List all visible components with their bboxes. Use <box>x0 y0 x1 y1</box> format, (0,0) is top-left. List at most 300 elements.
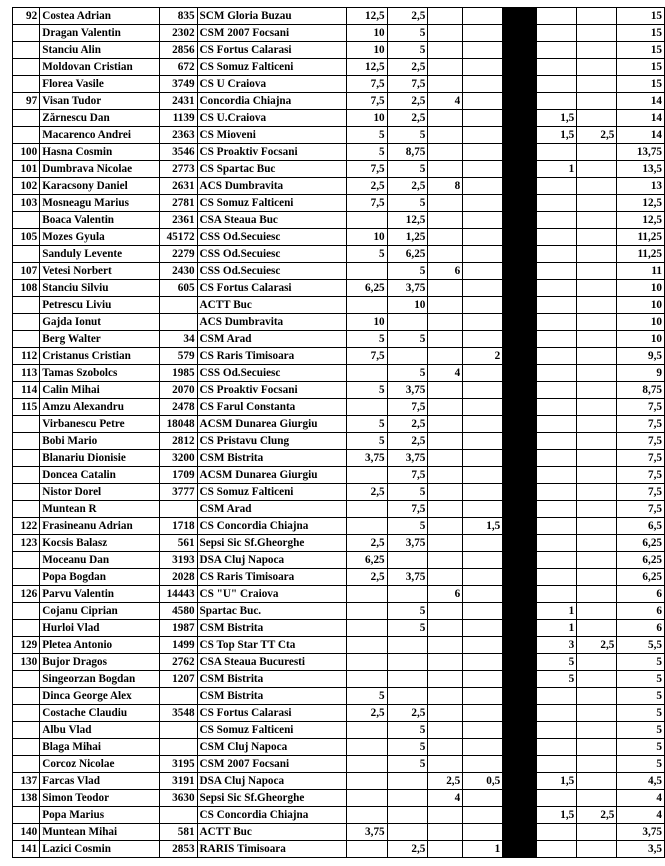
blank-dark-cell <box>503 807 537 824</box>
club-cell: CSS Od.Secuiesc <box>197 229 346 246</box>
points-col-1-cell <box>346 586 387 603</box>
points-col-3-cell <box>428 161 463 178</box>
points-col-6-cell <box>577 484 617 501</box>
points-col-1-cell: 2,5 <box>346 178 387 195</box>
club-cell: CS U Craiova <box>197 76 346 93</box>
points-col-4-cell <box>463 501 503 518</box>
points-col-4-cell <box>463 93 503 110</box>
player-id-cell: 2631 <box>160 178 197 195</box>
player-id-cell: 18048 <box>160 416 197 433</box>
points-col-6-cell <box>577 586 617 603</box>
player-name-cell: Doncea Catalin <box>40 467 160 484</box>
points-col-2-cell: 5 <box>387 603 428 620</box>
points-col-6-cell <box>577 348 617 365</box>
points-col-5-cell <box>537 59 577 76</box>
table-row <box>13 620 665 637</box>
points-col-6-cell <box>577 110 617 127</box>
player-name-cell: Mozes Gyula <box>40 229 160 246</box>
points-col-3-cell <box>428 212 463 229</box>
points-col-4-cell <box>463 127 503 144</box>
player-id-cell: 2762 <box>160 654 197 671</box>
club-cell: CSM 2007 Focsani <box>197 756 346 773</box>
points-col-2-cell: 8,75 <box>387 144 428 161</box>
total-points-cell: 11,25 <box>617 246 665 263</box>
points-col-1-cell: 5 <box>346 144 387 161</box>
points-col-2-cell: 3,75 <box>387 280 428 297</box>
points-col-3-cell <box>428 195 463 212</box>
total-points-cell: 12,5 <box>617 212 665 229</box>
club-cell: CSM Arad <box>197 501 346 518</box>
player-name-cell: Hasna Cosmin <box>40 144 160 161</box>
table-row <box>13 348 665 365</box>
points-col-6-cell: 2,5 <box>577 637 617 654</box>
points-col-6-cell <box>577 280 617 297</box>
points-col-4-cell <box>463 331 503 348</box>
blank-dark-cell <box>503 773 537 790</box>
player-id-cell: 581 <box>160 824 197 841</box>
player-name-cell: Simon Teodor <box>40 790 160 807</box>
rank-cell <box>13 450 40 467</box>
club-cell: CS Concordia Chiajna <box>197 518 346 535</box>
points-col-5-cell <box>537 790 577 807</box>
player-id-cell: 579 <box>160 348 197 365</box>
points-col-6-cell: 2,5 <box>577 127 617 144</box>
blank-dark-cell <box>503 127 537 144</box>
points-col-5-cell <box>537 178 577 195</box>
points-col-5-cell: 1 <box>537 620 577 637</box>
points-col-4-cell <box>463 365 503 382</box>
points-col-1-cell <box>346 773 387 790</box>
club-cell: CSM Bistrita <box>197 688 346 705</box>
rank-cell: 97 <box>13 93 40 110</box>
points-col-2-cell <box>387 586 428 603</box>
points-col-4-cell <box>463 739 503 756</box>
points-col-4-cell <box>463 161 503 178</box>
table-row <box>13 25 665 42</box>
points-col-4-cell <box>463 467 503 484</box>
club-cell: CSM Bistrita <box>197 671 346 688</box>
blank-dark-cell <box>503 178 537 195</box>
player-name-cell: Mosneagu Marius <box>40 195 160 212</box>
points-col-2-cell <box>387 790 428 807</box>
player-name-cell: Cristanus Cristian <box>40 348 160 365</box>
club-cell: ACTT Buc <box>197 824 346 841</box>
total-points-cell: 7,5 <box>617 433 665 450</box>
points-col-4-cell <box>463 110 503 127</box>
points-col-3-cell <box>428 637 463 654</box>
total-points-cell: 14 <box>617 110 665 127</box>
points-col-3-cell <box>428 280 463 297</box>
table-row <box>13 178 665 195</box>
blank-dark-cell <box>503 467 537 484</box>
points-col-2-cell: 5 <box>387 739 428 756</box>
player-name-cell: Dumbrava Nicolae <box>40 161 160 178</box>
player-id-cell: 2856 <box>160 42 197 59</box>
points-col-4-cell: 1,5 <box>463 518 503 535</box>
points-col-4-cell <box>463 399 503 416</box>
rank-cell: 92 <box>13 8 40 25</box>
points-col-6-cell <box>577 331 617 348</box>
points-col-6-cell <box>577 59 617 76</box>
blank-dark-cell <box>503 195 537 212</box>
points-col-1-cell <box>346 501 387 518</box>
points-col-5-cell <box>537 705 577 722</box>
blank-dark-cell <box>503 569 537 586</box>
points-col-6-cell: 2,5 <box>577 807 617 824</box>
points-col-5-cell <box>537 450 577 467</box>
total-points-cell: 7,5 <box>617 484 665 501</box>
points-col-3-cell <box>428 59 463 76</box>
club-cell: CS Proaktiv Focsani <box>197 382 346 399</box>
player-id-cell: 3191 <box>160 773 197 790</box>
total-points-cell: 7,5 <box>617 416 665 433</box>
total-points-cell: 13,5 <box>617 161 665 178</box>
total-points-cell: 13,75 <box>617 144 665 161</box>
points-col-1-cell <box>346 671 387 688</box>
player-id-cell: 835 <box>160 8 197 25</box>
blank-dark-cell <box>503 297 537 314</box>
table-row <box>13 518 665 535</box>
points-col-2-cell: 5 <box>387 722 428 739</box>
rank-cell <box>13 501 40 518</box>
rank-cell <box>13 705 40 722</box>
player-id-cell <box>160 688 197 705</box>
points-col-2-cell: 5 <box>387 42 428 59</box>
rank-cell <box>13 807 40 824</box>
points-col-2-cell: 5 <box>387 620 428 637</box>
player-id-cell <box>160 297 197 314</box>
table-row <box>13 739 665 756</box>
points-col-6-cell <box>577 756 617 773</box>
points-col-6-cell <box>577 552 617 569</box>
player-id-cell <box>160 501 197 518</box>
points-col-4-cell <box>463 416 503 433</box>
table-row <box>13 263 665 280</box>
club-cell: ACSM Dunarea Giurgiu <box>197 416 346 433</box>
table-row <box>13 790 665 807</box>
player-name-cell: Blanariu Dionisie <box>40 450 160 467</box>
points-col-4-cell <box>463 229 503 246</box>
points-col-4-cell <box>463 569 503 586</box>
player-name-cell: Berg Walter <box>40 331 160 348</box>
points-col-3-cell <box>428 841 463 858</box>
player-id-cell: 561 <box>160 535 197 552</box>
points-col-6-cell <box>577 178 617 195</box>
points-col-6-cell <box>577 25 617 42</box>
player-id-cell: 2431 <box>160 93 197 110</box>
points-col-5-cell <box>537 382 577 399</box>
points-col-6-cell <box>577 739 617 756</box>
club-cell: CS Spartac Buc <box>197 161 346 178</box>
total-points-cell: 15 <box>617 25 665 42</box>
points-col-1-cell <box>346 620 387 637</box>
total-points-cell: 14 <box>617 127 665 144</box>
points-col-4-cell <box>463 263 503 280</box>
player-id-cell: 2070 <box>160 382 197 399</box>
points-col-4-cell <box>463 195 503 212</box>
points-col-2-cell: 3,75 <box>387 535 428 552</box>
points-col-4-cell <box>463 8 503 25</box>
points-col-3-cell <box>428 824 463 841</box>
rank-cell <box>13 59 40 76</box>
table-row <box>13 144 665 161</box>
player-id-cell: 3200 <box>160 450 197 467</box>
rank-cell <box>13 722 40 739</box>
points-col-3-cell <box>428 110 463 127</box>
points-col-3-cell <box>428 246 463 263</box>
points-col-2-cell <box>387 552 428 569</box>
blank-dark-cell <box>503 841 537 858</box>
player-id-cell: 1987 <box>160 620 197 637</box>
points-col-5-cell: 5 <box>537 671 577 688</box>
club-cell: CS Somuz Falticeni <box>197 484 346 501</box>
blank-dark-cell <box>503 535 537 552</box>
points-col-2-cell <box>387 773 428 790</box>
points-col-6-cell <box>577 42 617 59</box>
blank-dark-cell <box>503 8 537 25</box>
player-name-cell: Blaga Mihai <box>40 739 160 756</box>
points-col-4-cell: 2 <box>463 348 503 365</box>
blank-dark-cell <box>503 212 537 229</box>
points-col-4-cell <box>463 535 503 552</box>
rank-cell: 123 <box>13 535 40 552</box>
total-points-cell: 3,75 <box>617 824 665 841</box>
points-col-4-cell <box>463 654 503 671</box>
points-col-5-cell <box>537 535 577 552</box>
points-col-5-cell: 3 <box>537 637 577 654</box>
points-col-3-cell: 4 <box>428 93 463 110</box>
points-col-3-cell <box>428 705 463 722</box>
table-row <box>13 688 665 705</box>
points-col-4-cell <box>463 484 503 501</box>
player-name-cell: Cojanu Ciprian <box>40 603 160 620</box>
points-col-2-cell: 7,5 <box>387 467 428 484</box>
rank-cell <box>13 25 40 42</box>
points-col-2-cell <box>387 807 428 824</box>
player-id-cell: 2279 <box>160 246 197 263</box>
rank-cell <box>13 484 40 501</box>
player-name-cell: Hurloi Vlad <box>40 620 160 637</box>
player-id-cell: 2853 <box>160 841 197 858</box>
points-col-4-cell <box>463 824 503 841</box>
points-col-1-cell: 2,5 <box>346 484 387 501</box>
points-col-1-cell: 5 <box>346 246 387 263</box>
rank-cell: 138 <box>13 790 40 807</box>
points-col-4-cell <box>463 42 503 59</box>
blank-dark-cell <box>503 654 537 671</box>
blank-dark-cell <box>503 790 537 807</box>
points-col-1-cell <box>346 603 387 620</box>
player-id-cell: 3777 <box>160 484 197 501</box>
table-row <box>13 433 665 450</box>
table-row <box>13 705 665 722</box>
points-col-2-cell <box>387 314 428 331</box>
points-col-5-cell <box>537 569 577 586</box>
club-cell: CS Fortus Calarasi <box>197 280 346 297</box>
points-col-1-cell <box>346 637 387 654</box>
rank-cell <box>13 620 40 637</box>
blank-dark-cell <box>503 824 537 841</box>
total-points-cell: 9,5 <box>617 348 665 365</box>
table-row <box>13 603 665 620</box>
points-col-6-cell <box>577 76 617 93</box>
points-col-2-cell: 10 <box>387 297 428 314</box>
points-col-6-cell <box>577 671 617 688</box>
points-col-4-cell <box>463 637 503 654</box>
points-col-5-cell <box>537 722 577 739</box>
player-id-cell <box>160 314 197 331</box>
rank-cell: 103 <box>13 195 40 212</box>
rank-cell <box>13 552 40 569</box>
points-col-6-cell <box>577 688 617 705</box>
points-col-5-cell <box>537 841 577 858</box>
points-col-1-cell <box>346 518 387 535</box>
club-cell: CSM Bistrita <box>197 450 346 467</box>
points-col-1-cell: 12,5 <box>346 59 387 76</box>
points-col-3-cell <box>428 671 463 688</box>
points-col-3-cell <box>428 807 463 824</box>
table-row <box>13 246 665 263</box>
points-col-2-cell: 3,75 <box>387 450 428 467</box>
rank-cell <box>13 739 40 756</box>
points-col-3-cell <box>428 603 463 620</box>
club-cell: CSM 2007 Focsani <box>197 25 346 42</box>
points-col-1-cell <box>346 722 387 739</box>
standings-table <box>12 7 665 858</box>
points-col-6-cell <box>577 433 617 450</box>
blank-dark-cell <box>503 671 537 688</box>
blank-dark-cell <box>503 144 537 161</box>
table-row <box>13 365 665 382</box>
rank-cell <box>13 603 40 620</box>
points-col-6-cell <box>577 263 617 280</box>
player-name-cell: Visan Tudor <box>40 93 160 110</box>
player-id-cell: 672 <box>160 59 197 76</box>
points-col-1-cell: 12,5 <box>346 8 387 25</box>
rank-cell <box>13 314 40 331</box>
table-row <box>13 637 665 654</box>
points-col-2-cell <box>387 637 428 654</box>
points-col-6-cell <box>577 382 617 399</box>
rank-cell <box>13 671 40 688</box>
points-col-6-cell <box>577 365 617 382</box>
player-name-cell: Parvu Valentin <box>40 586 160 603</box>
points-col-3-cell <box>428 450 463 467</box>
points-col-6-cell <box>577 654 617 671</box>
points-col-4-cell <box>463 620 503 637</box>
points-col-5-cell <box>537 195 577 212</box>
blank-dark-cell <box>503 93 537 110</box>
table-row <box>13 841 665 858</box>
points-col-5-cell <box>537 586 577 603</box>
table-row <box>13 331 665 348</box>
player-name-cell: Moldovan Cristian <box>40 59 160 76</box>
table-row <box>13 416 665 433</box>
points-col-4-cell <box>463 314 503 331</box>
points-col-2-cell <box>387 671 428 688</box>
player-name-cell: Dinca George Alex <box>40 688 160 705</box>
points-col-2-cell: 1,25 <box>387 229 428 246</box>
total-points-cell: 6,5 <box>617 518 665 535</box>
total-points-cell: 6,25 <box>617 535 665 552</box>
club-cell: CSM Bistrita <box>197 620 346 637</box>
points-col-5-cell <box>537 399 577 416</box>
club-cell: DSA Cluj Napoca <box>197 552 346 569</box>
total-points-cell: 6,25 <box>617 552 665 569</box>
points-col-1-cell <box>346 790 387 807</box>
player-id-cell: 1985 <box>160 365 197 382</box>
points-col-4-cell <box>463 433 503 450</box>
table-row <box>13 722 665 739</box>
table-row <box>13 59 665 76</box>
player-id-cell <box>160 739 197 756</box>
points-col-2-cell: 12,5 <box>387 212 428 229</box>
points-col-3-cell <box>428 552 463 569</box>
total-points-cell: 6 <box>617 620 665 637</box>
total-points-cell: 10 <box>617 331 665 348</box>
points-col-6-cell <box>577 314 617 331</box>
player-name-cell: Muntean R <box>40 501 160 518</box>
player-name-cell: Frasineanu Adrian <box>40 518 160 535</box>
points-col-1-cell: 5 <box>346 382 387 399</box>
table-row <box>13 229 665 246</box>
player-id-cell: 2773 <box>160 161 197 178</box>
points-col-1-cell: 2,5 <box>346 705 387 722</box>
points-col-2-cell: 2,5 <box>387 416 428 433</box>
points-col-2-cell: 5 <box>387 518 428 535</box>
points-col-6-cell <box>577 416 617 433</box>
points-col-3-cell <box>428 433 463 450</box>
blank-dark-cell <box>503 552 537 569</box>
player-name-cell: Macarenco Andrei <box>40 127 160 144</box>
club-cell: CS Top Star TT Cta <box>197 637 346 654</box>
player-id-cell <box>160 722 197 739</box>
points-col-6-cell <box>577 569 617 586</box>
points-col-6-cell <box>577 467 617 484</box>
table-row <box>13 382 665 399</box>
points-col-3-cell <box>428 722 463 739</box>
player-name-cell: Pletea Antonio <box>40 637 160 654</box>
table-row <box>13 212 665 229</box>
player-name-cell: Bobi Mario <box>40 433 160 450</box>
rank-cell: 126 <box>13 586 40 603</box>
player-name-cell: Boaca Valentin <box>40 212 160 229</box>
total-points-cell: 5 <box>617 688 665 705</box>
player-name-cell: Stanciu Silviu <box>40 280 160 297</box>
blank-dark-cell <box>503 518 537 535</box>
rank-cell: 102 <box>13 178 40 195</box>
table-row <box>13 127 665 144</box>
points-col-3-cell <box>428 42 463 59</box>
club-cell: RARIS Timisoara <box>197 841 346 858</box>
blank-dark-cell <box>503 416 537 433</box>
points-col-1-cell <box>346 807 387 824</box>
points-col-1-cell: 2,5 <box>346 535 387 552</box>
player-name-cell: Bujor Dragos <box>40 654 160 671</box>
blank-dark-cell <box>503 331 537 348</box>
player-name-cell: Zărnescu Dan <box>40 110 160 127</box>
total-points-cell: 14 <box>617 93 665 110</box>
points-col-1-cell <box>346 399 387 416</box>
table-row <box>13 280 665 297</box>
points-col-5-cell: 1,5 <box>537 127 577 144</box>
player-id-cell: 1709 <box>160 467 197 484</box>
club-cell: CS Somuz Falticeni <box>197 59 346 76</box>
points-col-5-cell <box>537 212 577 229</box>
player-name-cell: Virbanescu Petre <box>40 416 160 433</box>
points-col-6-cell <box>577 450 617 467</box>
points-col-5-cell <box>537 144 577 161</box>
